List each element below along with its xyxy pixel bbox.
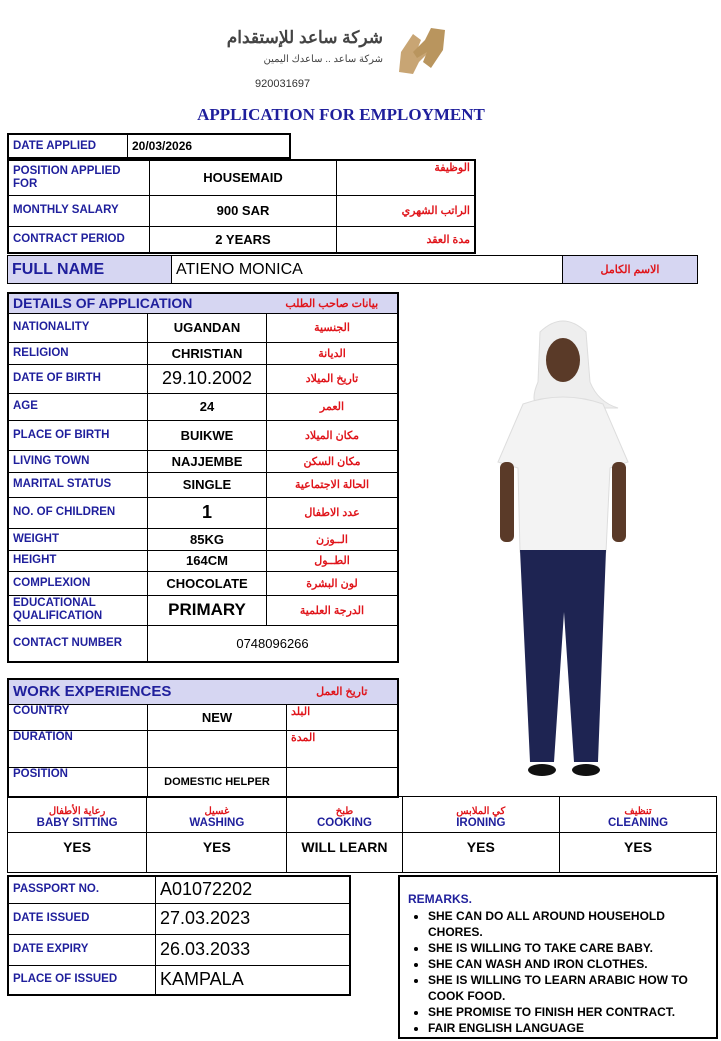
contract-value: 2 YEARS [150, 226, 337, 253]
full-name-table [7, 255, 698, 284]
details-row-ar: الحالة الاجتماعية [267, 472, 399, 497]
details-row-value: SINGLE [148, 472, 267, 497]
details-row [8, 571, 398, 595]
skill-header [147, 797, 287, 833]
details-row-label: WEIGHT [8, 528, 148, 550]
date-applied-label: DATE APPLIED [8, 134, 128, 158]
full-name-value: ATIENO MONICA [172, 256, 563, 284]
skill-label: IRONING [456, 817, 506, 829]
details-row-label: NO. OF CHILDREN [8, 497, 148, 528]
remarks-title: REMARKS. [408, 892, 473, 906]
details-row-ar: الديانة [267, 342, 399, 364]
company-name-ar: شركة ساعد للإستقدام [226, 28, 383, 47]
remark-item: • FAIR ENGLISH LANGUAGE [428, 1020, 708, 1036]
skill-label-ar: كي الملابس [456, 806, 506, 817]
details-row-ar: الجنسية [267, 313, 399, 342]
details-row-ar: الطــول [267, 550, 399, 571]
details-row [8, 364, 398, 393]
details-row-ar: الدرجة العلمية [267, 595, 399, 625]
work-row [8, 767, 398, 797]
skill-label: WASHING [189, 817, 245, 829]
details-row-value: 0748096266 [148, 625, 399, 662]
details-row-ar: لون البشرة [267, 571, 399, 595]
details-row-label: EDUCATIONAL QUALIFICATION [8, 595, 148, 625]
details-row-label: NATIONALITY [8, 313, 148, 342]
remark-item: • SHE IS WILLING TO TAKE CARE BABY. [428, 940, 708, 956]
skills-table [7, 796, 717, 873]
work-header: WORK EXPERIENCES [8, 679, 287, 704]
salary-label: MONTHLY SALARY [8, 195, 150, 226]
skill-header [8, 797, 147, 833]
skill-value: YES [8, 833, 147, 873]
passport-row [8, 934, 350, 965]
details-row [8, 393, 398, 420]
details-row [8, 472, 398, 497]
details-row-label: DATE OF BIRTH [8, 364, 148, 393]
passport-row [8, 876, 350, 903]
contract-ar: مدة العقد [337, 226, 476, 253]
full-name-label: FULL NAME [8, 256, 172, 284]
skill-value: YES [560, 833, 717, 873]
passport-row [8, 903, 350, 934]
skill-label-ar: طبخ [335, 806, 354, 817]
remark-item: • SHE CAN DO ALL AROUND HOUSEHOLD CHORES. [428, 908, 708, 940]
skill-label: CLEANING [608, 817, 669, 829]
work-row-label: DURATION [8, 730, 148, 767]
salary-ar: الراتب الشهري [337, 195, 476, 226]
skill-header [287, 797, 402, 833]
work-row-label: POSITION [8, 767, 148, 797]
remark-item: • SHE CAN WASH AND IRON CLOTHES. [428, 956, 708, 972]
job-table [7, 159, 476, 254]
date-applied-table [7, 133, 291, 159]
work-row-value: NEW [148, 704, 287, 730]
details-table [7, 292, 399, 663]
passport-row-value: A01072202 [156, 876, 351, 903]
skill-value: YES [147, 833, 287, 873]
skill-label: COOKING [316, 817, 372, 829]
work-row-ar: المدة [287, 730, 399, 767]
date-applied-value: 20/03/2026 [128, 134, 291, 158]
details-row [8, 528, 398, 550]
company-phone: 920031697 [255, 78, 311, 90]
details-header: DETAILS OF APPLICATION [8, 293, 267, 313]
details-row-value: 24 [148, 393, 267, 420]
work-header-ar: تاريخ العمل [287, 679, 399, 704]
salary-value: 900 SAR [150, 195, 337, 226]
details-row-value: 29.10.2002 [148, 364, 267, 393]
passport-row-label: PASSPORT NO. [8, 876, 156, 903]
company-tagline-ar: شركة ساعد .. ساعدك اليمين [263, 54, 383, 65]
details-row-label: RELIGION [8, 342, 148, 364]
details-row-value: NAJJEMBE [148, 450, 267, 472]
passport-row-value: 27.03.2023 [156, 903, 351, 934]
work-row-ar: البلد [287, 704, 399, 730]
details-header-ar: بيانات صاحب الطلب [267, 293, 399, 313]
applicant-photo [478, 312, 648, 782]
work-row [8, 704, 398, 730]
work-row [8, 730, 398, 767]
details-row-ar: مكان السكن [267, 450, 399, 472]
skill-header [402, 797, 560, 833]
details-row-label: COMPLEXION [8, 571, 148, 595]
passport-table [7, 875, 351, 996]
skill-label-ar: غسيل [204, 806, 230, 817]
details-row [8, 550, 398, 571]
details-row-label: PLACE OF BIRTH [8, 420, 148, 450]
position-label: POSITION APPLIED FOR [8, 160, 150, 195]
skill-label-ar: تنظيف [624, 806, 652, 817]
details-row-label: LIVING TOWN [8, 450, 148, 472]
full-name-ar: الاسم الكامل [563, 256, 698, 284]
details-row-value: CHOCOLATE [148, 571, 267, 595]
details-row-value: 164CM [148, 550, 267, 571]
passport-row [8, 965, 350, 995]
details-row-value: UGANDAN [148, 313, 267, 342]
skill-header [560, 797, 717, 833]
details-row-value: CHRISTIAN [148, 342, 267, 364]
passport-row-label: DATE EXPIRY [8, 934, 156, 965]
details-row [8, 313, 398, 342]
work-row-label: COUNTRY [8, 704, 148, 730]
details-row-label: MARITAL STATUS [8, 472, 148, 497]
passport-row-value: KAMPALA [156, 965, 351, 995]
logo-icon [391, 22, 453, 82]
details-row [8, 450, 398, 472]
form-title: APPLICATION FOR EMPLOYMENT [197, 105, 485, 124]
details-row [8, 595, 398, 625]
position-value: HOUSEMAID [150, 160, 337, 195]
details-row [8, 497, 398, 528]
details-row-ar: مكان الميلاد [267, 420, 399, 450]
details-row-value: 1 [148, 497, 267, 528]
details-row-label: CONTACT NUMBER [8, 625, 148, 662]
skill-label: BABY SITTING [36, 817, 118, 829]
remarks-list [408, 908, 708, 1036]
passport-row-label: DATE ISSUED [8, 903, 156, 934]
details-row-ar: الــوزن [267, 528, 399, 550]
details-row-value: 85KG [148, 528, 267, 550]
details-row-value: PRIMARY [148, 595, 267, 625]
work-row-ar [287, 767, 399, 797]
details-row-ar: العمر [267, 393, 399, 420]
passport-row-value: 26.03.2033 [156, 934, 351, 965]
details-row-ar: تاريخ الميلاد [267, 364, 399, 393]
details-row-label: HEIGHT [8, 550, 148, 571]
remark-item: • SHE PROMISE TO FINISH HER CONTRACT. [428, 1004, 708, 1020]
position-ar: الوظيفة [337, 160, 476, 195]
skill-value: YES [402, 833, 560, 873]
details-row [8, 420, 398, 450]
details-row-ar: عدد الاطفال [267, 497, 399, 528]
work-row-value [148, 730, 287, 767]
remarks-box [398, 875, 718, 1039]
details-row [8, 625, 398, 662]
work-table [7, 678, 399, 798]
details-row-value: BUIKWE [148, 420, 267, 450]
details-row-label: AGE [8, 393, 148, 420]
skill-value: WILL LEARN [287, 833, 402, 873]
work-row-value: DOMESTIC HELPER [148, 767, 287, 797]
remark-item: • SHE IS WILLING TO LEARN ARABIC HOW TO COOK FOOD. [428, 972, 708, 1004]
skill-label-ar: رعاية الأطفال [48, 806, 106, 817]
contract-label: CONTRACT PERIOD [8, 226, 150, 253]
details-row [8, 342, 398, 364]
company-header [215, 18, 475, 98]
passport-row-label: PLACE OF ISSUED [8, 965, 156, 995]
